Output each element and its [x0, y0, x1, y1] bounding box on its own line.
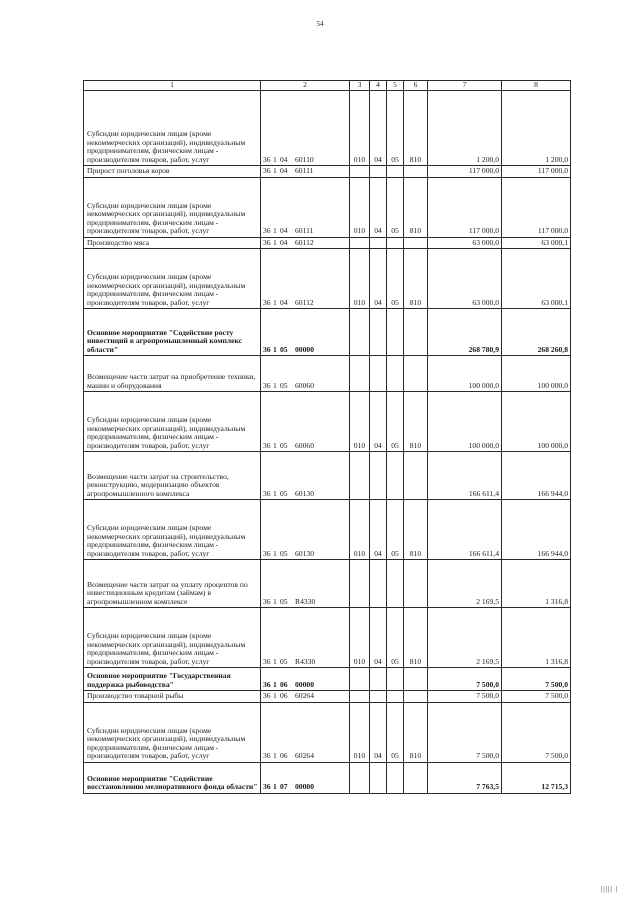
row-col5-cell: 05: [387, 91, 404, 166]
code-part: 00000: [295, 344, 314, 354]
code-part: 1: [273, 691, 277, 700]
row-name-cell: Субсидии юридическим лицам (кроме некоммерческих организаций), индивидуальным предпринимателям, физическим лицам - производителям товаров, работ, услуг: [84, 177, 261, 237]
code-part: 60264: [295, 751, 314, 760]
code-part: 60130: [295, 488, 314, 498]
row-name-cell: Возмещение части затрат на строительство, реконструкцию, модернизацию объектов агропромышленного комплекса: [84, 452, 261, 500]
table-row: [84, 762, 571, 793]
row-col7-cell: 7 500,0: [428, 668, 502, 691]
row-name-cell: Производство мяса: [84, 237, 261, 249]
code-part: 36: [263, 596, 271, 606]
row-col4-cell: [370, 762, 387, 793]
code-part: 1: [273, 440, 277, 450]
table-row: [84, 500, 571, 560]
row-code-cell: [261, 608, 350, 668]
row-col7-cell: 117 000,0: [428, 166, 502, 178]
row-col7-cell: 2 169,5: [428, 608, 502, 668]
code-part: 36: [263, 344, 271, 354]
code-part: 1: [273, 154, 277, 164]
row-col7-cell: 7 500,0: [428, 691, 502, 703]
code-part: 36: [263, 679, 271, 689]
row-col6-cell: 810: [404, 91, 428, 166]
row-col6-cell: [404, 691, 428, 703]
row-col7-cell: 63 000,0: [428, 249, 502, 309]
code-part: 1: [273, 488, 277, 498]
row-col3-cell: [350, 237, 370, 249]
row-code-cell: [261, 309, 350, 356]
row-name-cell: Возмещение части затрат на приобретение техники, машин и оборудования: [84, 356, 261, 392]
code-part: 60110: [295, 154, 314, 164]
row-col8-cell: 7 500,0: [502, 702, 571, 762]
header-cell: 2: [261, 81, 350, 91]
row-name-cell: Субсидии юридическим лицам (кроме некоммерческих организаций), индивидуальным предпринимателям, физическим лицам - производителям товаров, работ, услуг: [84, 91, 261, 166]
row-col5-cell: 05: [387, 702, 404, 762]
row-name-cell: Производство товарной рыбы: [84, 691, 261, 703]
row-col8-cell: 100 000,0: [502, 392, 571, 452]
row-col3-cell: [350, 560, 370, 608]
code-part: 36: [263, 440, 271, 450]
row-col3-cell: [350, 691, 370, 703]
row-col5-cell: 05: [387, 249, 404, 309]
code-part: 1: [273, 782, 277, 791]
row-col3-cell: 010: [350, 249, 370, 309]
row-col6-cell: [404, 762, 428, 793]
code-part: 36: [263, 782, 271, 791]
code-part: 36: [263, 237, 271, 247]
code-part: 36: [263, 297, 271, 307]
code-part: 1: [273, 237, 277, 247]
row-name-cell: Основное мероприятие "Содействие восстановлению мелиоративного фонда области": [84, 762, 261, 793]
code-part: 36: [263, 226, 271, 235]
row-col8-cell: 117 000,0: [502, 166, 571, 178]
row-col5-cell: [387, 356, 404, 392]
row-col5-cell: [387, 691, 404, 703]
code-part: 36: [263, 548, 271, 558]
row-col7-cell: 1 200,0: [428, 91, 502, 166]
row-col3-cell: 010: [350, 392, 370, 452]
code-part: 36: [263, 488, 271, 498]
row-col6-cell: 810: [404, 392, 428, 452]
row-col6-cell: [404, 452, 428, 500]
margin-mark: ||||| |: [600, 885, 618, 893]
row-col8-cell: 100 000,0: [502, 356, 571, 392]
row-col5-cell: [387, 762, 404, 793]
table-row: [84, 177, 571, 237]
row-code-cell: [261, 356, 350, 392]
row-name-cell: Субсидии юридическим лицам (кроме некоммерческих организаций), индивидуальным предпринимателям, физическим лицам - производителям товаров, работ, услуг: [84, 249, 261, 309]
row-col4-cell: [370, 237, 387, 249]
code-part: 04: [280, 166, 288, 175]
table-row: [84, 392, 571, 452]
code-part: 04: [280, 154, 288, 164]
row-col8-cell: 117 000,0: [502, 177, 571, 237]
row-code-cell: [261, 702, 350, 762]
header-cell: 7: [428, 81, 502, 91]
header-cell: 3: [350, 81, 370, 91]
row-col4-cell: [370, 309, 387, 356]
table-row: [84, 691, 571, 703]
table-row: [84, 166, 571, 178]
code-part: 36: [263, 166, 271, 175]
table-row: [84, 91, 571, 166]
code-part: 1: [273, 166, 277, 175]
row-col3-cell: [350, 668, 370, 691]
code-part: 05: [280, 344, 288, 354]
page-number: 54: [316, 20, 324, 28]
code-part: 00000: [295, 782, 314, 791]
header-cell: 4: [370, 81, 387, 91]
row-col5-cell: [387, 237, 404, 249]
code-part: 00000: [295, 679, 314, 689]
table-header-row: [84, 81, 571, 91]
code-part: 05: [280, 488, 288, 498]
row-col6-cell: [404, 560, 428, 608]
code-part: 1: [273, 548, 277, 558]
code-part: 1: [273, 297, 277, 307]
code-part: 04: [280, 237, 288, 247]
code-part: 06: [280, 751, 288, 760]
row-col8-cell: 166 944,0: [502, 500, 571, 560]
row-code-cell: [261, 560, 350, 608]
code-part: 60111: [295, 226, 314, 235]
table-row: [84, 249, 571, 309]
code-part: 04: [280, 297, 288, 307]
code-part: 1: [273, 344, 277, 354]
row-col8-cell: 1 316,8: [502, 560, 571, 608]
row-code-cell: [261, 392, 350, 452]
row-col5-cell: [387, 668, 404, 691]
row-code-cell: [261, 91, 350, 166]
row-col5-cell: [387, 309, 404, 356]
row-col5-cell: [387, 560, 404, 608]
row-col6-cell: [404, 356, 428, 392]
code-part: 60264: [295, 691, 314, 700]
header-cell: 1: [84, 81, 261, 91]
row-col4-cell: 04: [370, 392, 387, 452]
row-col3-cell: 010: [350, 500, 370, 560]
row-name-cell: Основное мероприятие "Государственная поддержка рыбоводства": [84, 668, 261, 691]
row-col3-cell: 010: [350, 177, 370, 237]
row-col4-cell: 04: [370, 702, 387, 762]
row-col5-cell: 05: [387, 392, 404, 452]
code-part: 36: [263, 691, 271, 700]
code-part: R4330: [295, 596, 316, 606]
code-part: 60060: [295, 380, 314, 390]
row-col6-cell: 810: [404, 702, 428, 762]
code-part: 1: [273, 226, 277, 235]
row-name-cell: Прирост поголовья коров: [84, 166, 261, 178]
row-code-cell: [261, 177, 350, 237]
header-cell: 5: [387, 81, 404, 91]
row-name-cell: Субсидии юридическим лицам (кроме некоммерческих организаций), индивидуальным предпринимателям, физическим лицам - производителям товаров, работ, услуг: [84, 392, 261, 452]
code-part: 60060: [295, 440, 314, 450]
row-col8-cell: 7 500,0: [502, 668, 571, 691]
row-col4-cell: 04: [370, 500, 387, 560]
row-col8-cell: 268 260,8: [502, 309, 571, 356]
code-part: 05: [280, 656, 288, 666]
row-col3-cell: [350, 309, 370, 356]
row-code-cell: [261, 237, 350, 249]
row-code-cell: [261, 452, 350, 500]
code-part: 36: [263, 751, 271, 760]
row-col4-cell: 04: [370, 249, 387, 309]
code-part: 60112: [295, 237, 314, 247]
row-code-cell: [261, 691, 350, 703]
table-row: [84, 452, 571, 500]
row-name-cell: Основное мероприятие "Содействие росту инвестиций в агропромышленный комплекс области": [84, 309, 261, 356]
row-col7-cell: 100 000,0: [428, 392, 502, 452]
row-col3-cell: 010: [350, 702, 370, 762]
row-col4-cell: [370, 668, 387, 691]
row-col6-cell: 810: [404, 177, 428, 237]
row-col7-cell: 7 763,5: [428, 762, 502, 793]
code-part: 06: [280, 691, 288, 700]
row-col7-cell: 166 611,4: [428, 452, 502, 500]
row-name-cell: Возмещение части затрат на уплату процентов по инвестиционным кредитам (займам) в агропромышленном комплексе: [84, 560, 261, 608]
code-part: 60130: [295, 548, 314, 558]
table-row: [84, 702, 571, 762]
row-code-cell: [261, 668, 350, 691]
row-col8-cell: 63 000,1: [502, 237, 571, 249]
row-col4-cell: [370, 356, 387, 392]
code-part: 05: [280, 440, 288, 450]
row-col3-cell: [350, 452, 370, 500]
row-col4-cell: [370, 452, 387, 500]
row-col5-cell: [387, 166, 404, 178]
code-part: 05: [280, 380, 288, 390]
code-part: R4330: [295, 656, 316, 666]
row-col4-cell: [370, 691, 387, 703]
code-part: 04: [280, 226, 288, 235]
row-name-cell: Субсидии юридическим лицам (кроме некоммерческих организаций), индивидуальным предпринимателям, физическим лицам - производителям товаров, работ, услуг: [84, 702, 261, 762]
row-col4-cell: 04: [370, 91, 387, 166]
code-part: 36: [263, 380, 271, 390]
row-col8-cell: 1 316,8: [502, 608, 571, 668]
code-part: 1: [273, 679, 277, 689]
code-part: 36: [263, 656, 271, 666]
row-col7-cell: 166 611,4: [428, 500, 502, 560]
row-col3-cell: [350, 356, 370, 392]
code-part: 1: [273, 656, 277, 666]
table-row: [84, 668, 571, 691]
row-col6-cell: [404, 668, 428, 691]
header-cell: 6: [404, 81, 428, 91]
row-code-cell: [261, 166, 350, 178]
row-col7-cell: 2 169,5: [428, 560, 502, 608]
code-part: 60111: [295, 166, 314, 175]
row-col8-cell: 7 500,0: [502, 691, 571, 703]
code-part: 07: [280, 782, 288, 791]
row-code-cell: [261, 762, 350, 793]
row-col3-cell: [350, 166, 370, 178]
row-col7-cell: 63 000,0: [428, 237, 502, 249]
row-col7-cell: 100 000,0: [428, 356, 502, 392]
row-col7-cell: 268 780,9: [428, 309, 502, 356]
row-col5-cell: [387, 452, 404, 500]
code-part: 06: [280, 679, 288, 689]
code-part: 36: [263, 154, 271, 164]
row-col8-cell: 1 200,0: [502, 91, 571, 166]
code-part: 60112: [295, 297, 314, 307]
row-col8-cell: 166 944,0: [502, 452, 571, 500]
row-col4-cell: 04: [370, 608, 387, 668]
row-col6-cell: [404, 237, 428, 249]
code-part: 1: [273, 380, 277, 390]
row-col8-cell: 63 000,1: [502, 249, 571, 309]
row-col6-cell: 810: [404, 500, 428, 560]
row-col5-cell: 05: [387, 500, 404, 560]
row-col3-cell: 010: [350, 91, 370, 166]
header-cell: 8: [502, 81, 571, 91]
row-col5-cell: 05: [387, 177, 404, 237]
row-name-cell: Субсидии юридическим лицам (кроме некоммерческих организаций), индивидуальным предпринимателям, физическим лицам - производителям товаров, работ, услуг: [84, 608, 261, 668]
code-part: 1: [273, 751, 277, 760]
code-part: 05: [280, 548, 288, 558]
row-code-cell: [261, 249, 350, 309]
table-row: [84, 237, 571, 249]
row-col5-cell: 05: [387, 608, 404, 668]
row-col8-cell: 12 715,3: [502, 762, 571, 793]
row-col6-cell: 810: [404, 608, 428, 668]
row-col3-cell: [350, 762, 370, 793]
row-col3-cell: 010: [350, 608, 370, 668]
table-row: [84, 309, 571, 356]
code-part: 1: [273, 596, 277, 606]
row-name-cell: Субсидии юридическим лицам (кроме некоммерческих организаций), индивидуальным предпринимателям, физическим лицам - производителям товаров, работ, услуг: [84, 500, 261, 560]
table-row: [84, 356, 571, 392]
row-col7-cell: 117 000,0: [428, 177, 502, 237]
row-code-cell: [261, 500, 350, 560]
table-row: [84, 608, 571, 668]
row-col4-cell: 04: [370, 177, 387, 237]
row-col4-cell: [370, 560, 387, 608]
code-part: 05: [280, 596, 288, 606]
budget-table: [83, 80, 571, 794]
row-col6-cell: [404, 309, 428, 356]
table-row: [84, 560, 571, 608]
row-col7-cell: 7 500,0: [428, 702, 502, 762]
row-col6-cell: 810: [404, 249, 428, 309]
row-col6-cell: [404, 166, 428, 178]
row-col4-cell: [370, 166, 387, 178]
